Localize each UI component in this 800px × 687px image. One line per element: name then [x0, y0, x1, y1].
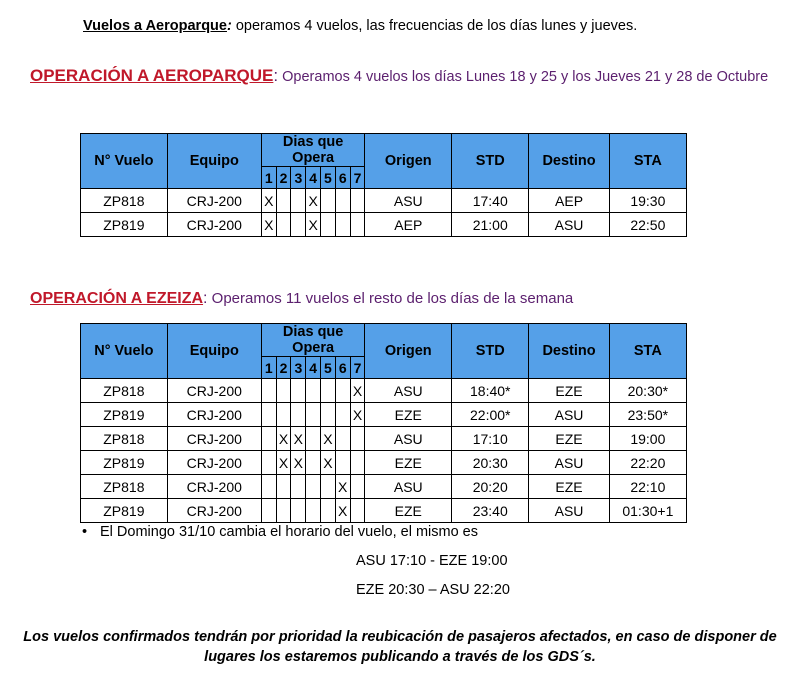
section-aeroparque-heading	[30, 65, 770, 88]
table-row	[81, 475, 687, 499]
cell-day	[350, 189, 365, 213]
header-std: STD	[452, 134, 529, 189]
header-flight: N° Vuelo	[81, 134, 168, 189]
header-day: 2	[276, 357, 291, 379]
cell-flight: ZP819	[81, 403, 168, 427]
cell-day	[350, 475, 365, 499]
cell-day	[321, 379, 336, 403]
header-day: 2	[276, 167, 291, 189]
header-day: 5	[321, 167, 336, 189]
header-origin: Origen	[365, 134, 452, 189]
cell-std: 23:40	[452, 499, 529, 523]
cell-day	[335, 451, 350, 475]
cell-std: 17:40	[452, 189, 529, 213]
cell-day	[291, 189, 306, 213]
cell-day	[321, 213, 336, 237]
cell-day	[261, 379, 276, 403]
cell-destination: EZE	[529, 379, 609, 403]
cell-destination: ASU	[529, 213, 609, 237]
cell-day	[276, 189, 291, 213]
cell-day	[291, 403, 306, 427]
table-row	[81, 213, 687, 237]
table-row	[81, 189, 687, 213]
cell-flight: ZP819	[81, 499, 168, 523]
cell-day	[276, 213, 291, 237]
cell-day	[276, 499, 291, 523]
intro-text: operamos 4 vuelos, las frecuencias de los días lunes y jueves.	[231, 18, 638, 34]
cell-day: X	[321, 451, 336, 475]
header-equipment: Equipo	[167, 324, 261, 379]
cell-day: X	[306, 189, 321, 213]
cell-day	[350, 451, 365, 475]
cell-day	[350, 427, 365, 451]
cell-day	[291, 475, 306, 499]
cell-origin: ASU	[365, 189, 452, 213]
cell-std: 17:10	[452, 427, 529, 451]
cell-day	[321, 403, 336, 427]
cell-sta: 01:30+1	[609, 499, 686, 523]
bullet-text: El Domingo 31/10 cambia el horario del vuelo, el mismo es	[100, 524, 478, 540]
cell-day	[276, 475, 291, 499]
cell-flight: ZP819	[81, 213, 168, 237]
cell-destination: ASU	[529, 499, 609, 523]
header-day: 1	[261, 167, 276, 189]
cell-day	[335, 427, 350, 451]
cell-std: 20:30	[452, 451, 529, 475]
cell-equipment: CRJ-200	[167, 379, 261, 403]
aeroparque-flights-table	[80, 133, 687, 237]
table-row	[81, 403, 687, 427]
header-sta: STA	[609, 324, 686, 379]
cell-day	[321, 499, 336, 523]
bullet-symbol: •	[82, 524, 88, 540]
section-aeroparque-text: Operamos 4 vuelos los días Lunes 18 y 25 y los Jueves 21 y 28 de Octubre	[278, 69, 769, 85]
cell-std: 18:40*	[452, 379, 529, 403]
cell-equipment: CRJ-200	[167, 475, 261, 499]
schedule-change-line-1: ASU 17:10 - EZE 19:00	[356, 553, 508, 569]
cell-day	[335, 403, 350, 427]
schedule-change-line-2: EZE 20:30 – ASU 22:20	[356, 582, 510, 598]
header-destination: Destino	[529, 134, 609, 189]
section-ezeiza-heading	[30, 288, 573, 310]
header-day: 7	[350, 167, 365, 189]
table-row	[81, 499, 687, 523]
cell-equipment: CRJ-200	[167, 499, 261, 523]
cell-equipment: CRJ-200	[167, 427, 261, 451]
header-day: 4	[306, 357, 321, 379]
cell-flight: ZP818	[81, 189, 168, 213]
cell-day	[335, 213, 350, 237]
header-day: 3	[291, 357, 306, 379]
cell-day	[276, 403, 291, 427]
cell-day: X	[261, 189, 276, 213]
cell-origin: EZE	[365, 403, 452, 427]
cell-equipment: CRJ-200	[167, 189, 261, 213]
cell-std: 21:00	[452, 213, 529, 237]
cell-day: X	[306, 213, 321, 237]
cell-day	[335, 379, 350, 403]
cell-flight: ZP819	[81, 451, 168, 475]
cell-day	[321, 475, 336, 499]
cell-day	[306, 451, 321, 475]
header-day: 6	[335, 357, 350, 379]
cell-sta: 22:20	[609, 451, 686, 475]
header-equipment: Equipo	[167, 134, 261, 189]
cell-destination: EZE	[529, 427, 609, 451]
footer-note-line-1: Los vuelos confirmados tendrán por prioridad la reubicación de pasajeros afectados, en caso de disponer de	[23, 629, 777, 645]
cell-origin: ASU	[365, 475, 452, 499]
cell-day: X	[261, 213, 276, 237]
cell-sta: 22:10	[609, 475, 686, 499]
cell-day	[321, 189, 336, 213]
cell-day	[350, 213, 365, 237]
cell-flight: ZP818	[81, 379, 168, 403]
cell-flight: ZP818	[81, 475, 168, 499]
cell-origin: AEP	[365, 213, 452, 237]
cell-day	[306, 427, 321, 451]
cell-destination: AEP	[529, 189, 609, 213]
footer-note-line-2: lugares los estaremos publicando a través de los GDS´s.	[204, 649, 596, 665]
cell-day	[335, 189, 350, 213]
cell-day	[291, 499, 306, 523]
schedule-change-bullet	[82, 524, 478, 540]
cell-day	[291, 379, 306, 403]
cell-day	[276, 379, 291, 403]
cell-std: 20:20	[452, 475, 529, 499]
cell-day	[261, 451, 276, 475]
table-row	[81, 451, 687, 475]
intro-line	[83, 18, 637, 34]
cell-flight: ZP818	[81, 427, 168, 451]
cell-day	[261, 403, 276, 427]
header-days: Dias que Opera	[261, 134, 365, 167]
cell-origin: ASU	[365, 427, 452, 451]
cell-destination: ASU	[529, 451, 609, 475]
cell-origin: EZE	[365, 499, 452, 523]
header-day: 7	[350, 357, 365, 379]
cell-day: X	[335, 499, 350, 523]
cell-destination: EZE	[529, 475, 609, 499]
header-day: 3	[291, 167, 306, 189]
cell-origin: EZE	[365, 451, 452, 475]
cell-day	[261, 475, 276, 499]
cell-day: X	[350, 403, 365, 427]
section-ezeiza-colon: :	[203, 290, 208, 307]
header-destination: Destino	[529, 324, 609, 379]
table-row	[81, 427, 687, 451]
header-origin: Origen	[365, 324, 452, 379]
cell-day	[306, 403, 321, 427]
cell-day	[261, 427, 276, 451]
cell-equipment: CRJ-200	[167, 213, 261, 237]
cell-destination: ASU	[529, 403, 609, 427]
cell-day: X	[276, 451, 291, 475]
cell-day: X	[350, 379, 365, 403]
header-flight: N° Vuelo	[81, 324, 168, 379]
cell-day	[306, 499, 321, 523]
intro-title: Vuelos a Aeroparque	[83, 18, 227, 34]
cell-origin: ASU	[365, 379, 452, 403]
cell-sta: 19:30	[609, 189, 686, 213]
cell-day	[291, 213, 306, 237]
cell-day	[350, 499, 365, 523]
cell-day: X	[335, 475, 350, 499]
cell-day: X	[321, 427, 336, 451]
intro-colon: :	[226, 18, 232, 34]
footer-note	[0, 627, 800, 667]
header-sta: STA	[609, 134, 686, 189]
cell-sta: 20:30*	[609, 379, 686, 403]
header-days: Dias que Opera	[261, 324, 365, 357]
ezeiza-flights-table	[80, 323, 687, 523]
cell-day: X	[291, 427, 306, 451]
cell-sta: 19:00	[609, 427, 686, 451]
cell-day: X	[291, 451, 306, 475]
section-aeroparque-colon: :	[273, 66, 279, 85]
header-std: STD	[452, 324, 529, 379]
header-day: 5	[321, 357, 336, 379]
cell-day: X	[276, 427, 291, 451]
section-aeroparque-title: OPERACIÓN A AEROPARQUE	[30, 66, 274, 85]
cell-equipment: CRJ-200	[167, 403, 261, 427]
section-ezeiza-text: Operamos 11 vuelos el resto de los días de la semana	[207, 290, 574, 307]
cell-day	[306, 475, 321, 499]
section-ezeiza-title: OPERACIÓN A EZEIZA	[30, 290, 204, 307]
header-day: 4	[306, 167, 321, 189]
table-row	[81, 379, 687, 403]
cell-day	[306, 379, 321, 403]
cell-day	[261, 499, 276, 523]
cell-sta: 22:50	[609, 213, 686, 237]
cell-std: 22:00*	[452, 403, 529, 427]
cell-equipment: CRJ-200	[167, 451, 261, 475]
cell-sta: 23:50*	[609, 403, 686, 427]
header-day: 6	[335, 167, 350, 189]
header-day: 1	[261, 357, 276, 379]
